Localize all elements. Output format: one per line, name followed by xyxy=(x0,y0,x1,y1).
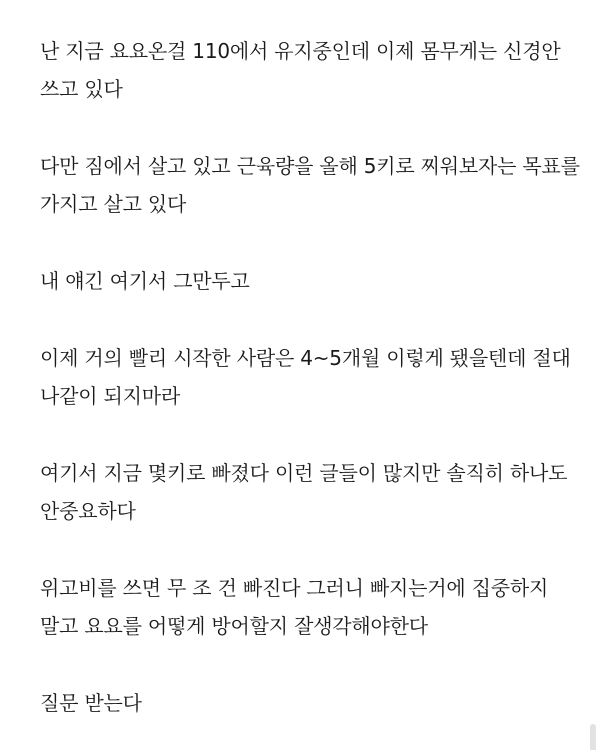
post-body xyxy=(40,32,590,722)
post-paragraph-4: 이제 거의 빨리 시작한 사람은 4~5개월 이렇게 됐을텐데 절대 나같이 되지마라 xyxy=(40,346,571,408)
post-paragraph-6: 위고비를 쓰면 무 조 건 빠진다 그러니 빠지는거에 집중하지 말고 요요를 어떻게 방어할지 잘생각해야한다 xyxy=(40,576,549,638)
post-paragraph-5: 여기서 지금 몇키로 빠졌다 이런 글들이 많지만 솔직히 하나도 안중요하다 xyxy=(40,461,568,523)
scrollbar-thumb[interactable] xyxy=(590,724,596,750)
post-paragraph-3: 내 얘긴 여기서 그만두고 xyxy=(40,269,250,293)
post-paragraph-7: 질문 받는다 xyxy=(40,691,142,715)
post-paragraph-1: 난 지금 요요온걸 110에서 유지중인데 이제 몸무게는 신경안 쓰고 있다 xyxy=(40,39,561,101)
post-paragraph-2: 다만 짐에서 살고 있고 근육량을 올해 5키로 찌워보자는 목표를 가지고 살고 있다 xyxy=(40,154,580,216)
